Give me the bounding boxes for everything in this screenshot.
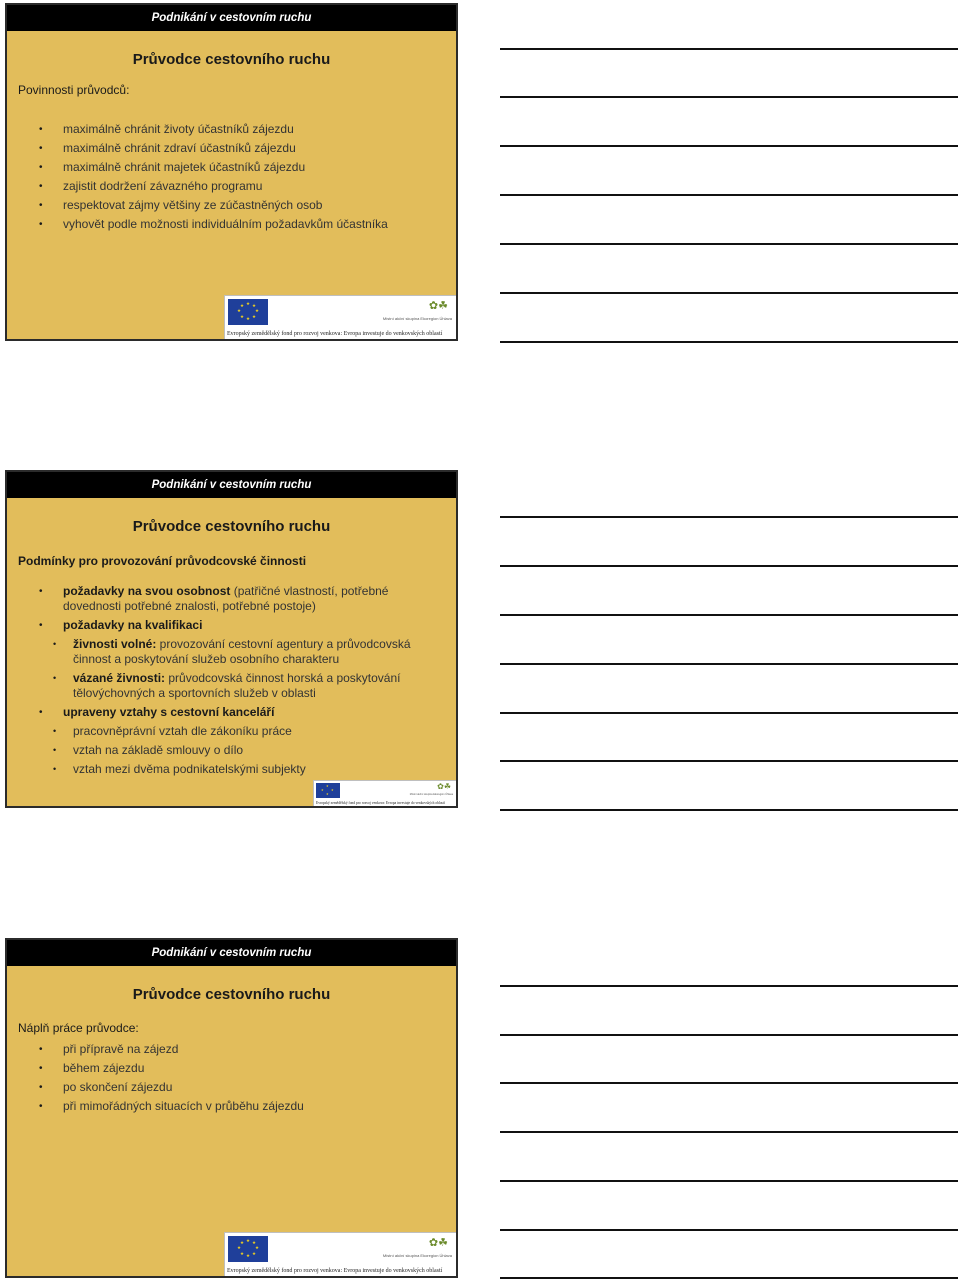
list-item: • pracovněprávní vztah dle zákoníku práce bbox=[35, 724, 446, 739]
bullet-list bbox=[35, 584, 446, 781]
list-item: • při přípravě na zájezd bbox=[35, 1040, 446, 1059]
slide-header bbox=[7, 5, 456, 31]
eu-flag-icon: ★ ★ ★ ★ bbox=[316, 783, 340, 798]
note-line bbox=[500, 1229, 958, 1231]
footer-caption: Evropský zemědělský fond pro rozvoj venkova: Evropa investuje do venkovských oblastí bbox=[316, 801, 445, 805]
leader-logo-icon: ✿☘ bbox=[437, 782, 451, 791]
list-item: • upraveny vztahy s cestovní kanceláří bbox=[35, 705, 446, 720]
bullet-list bbox=[35, 120, 446, 234]
note-line bbox=[500, 985, 958, 987]
note-line bbox=[500, 614, 958, 616]
list-item: • vyhovět podle možnosti individuálním požadavkům účastníka bbox=[35, 215, 446, 234]
slide-2 bbox=[5, 470, 458, 808]
slide-title: Průvodce cestovního ruchu bbox=[132, 51, 331, 68]
list-item: • při mimořádných situacích v průběhu zájezdu bbox=[35, 1097, 446, 1116]
note-line bbox=[500, 194, 958, 196]
list-item: • maximálně chránit majetek účastníků zájezdu bbox=[35, 158, 446, 177]
slide-header-text: Podnikání v cestovním ruchu bbox=[151, 12, 312, 24]
note-line bbox=[500, 1082, 958, 1084]
slide-1 bbox=[5, 3, 458, 341]
list-item: • maximálně chránit životy účastníků zájezdu bbox=[35, 120, 446, 139]
list-item: • požadavky na svou osobnost (patřičné vlastností, potřebné dovednosti potřebné znalosti, potřebné postoje) bbox=[35, 584, 446, 614]
footer-logo-strip bbox=[224, 295, 456, 339]
slide-subtitle: Podmínky pro provozování průvodcovské činnosti bbox=[18, 554, 307, 568]
note-line bbox=[500, 292, 958, 294]
leader-logo-text: Místní akční skupina Ekoregion Úhlava bbox=[409, 793, 453, 796]
list-item: • živnosti volné: provozování cestovní agentury a průvodcovská činnost a poskytování služeb osobního charakteru bbox=[35, 637, 446, 667]
footer-caption: Evropský zemědělský fond pro rozvoj venkova: Evropa investuje do venkovských oblastí bbox=[227, 331, 443, 337]
list-item: • během zájezdu bbox=[35, 1059, 446, 1078]
slide-subtitle: Náplň práce průvodce: bbox=[18, 1021, 139, 1035]
bullet-list bbox=[35, 1040, 446, 1116]
note-line bbox=[500, 243, 958, 245]
slide-subtitle: Povinnosti průvodců: bbox=[18, 83, 130, 97]
note-line bbox=[500, 96, 958, 98]
note-line bbox=[500, 760, 958, 762]
slide-title: Průvodce cestovního ruchu bbox=[132, 518, 331, 535]
slide-3 bbox=[5, 938, 458, 1278]
list-item: • vztah mezi dvěma podnikatelskými subjekty bbox=[35, 762, 446, 777]
note-line bbox=[500, 712, 958, 714]
list-item: • vztah na základě smlouvy o dílo bbox=[35, 743, 446, 758]
leader-logo-text: Místní akční skupina Ekoregion Úhlava bbox=[382, 316, 452, 321]
note-line bbox=[500, 663, 958, 665]
footer-logo-strip bbox=[224, 1232, 456, 1276]
list-item: • požadavky na kvalifikaci bbox=[35, 618, 446, 633]
list-item: • po skončení zájezdu bbox=[35, 1078, 446, 1097]
list-item: • zajistit dodržení závazného programu bbox=[35, 177, 446, 196]
leader-logo-icon: ✿☘ bbox=[428, 1237, 448, 1249]
leader-logo-icon: ✿☘ bbox=[428, 300, 448, 312]
footer-caption: Evropský zemědělský fond pro rozvoj venkova: Evropa investuje do venkovských oblastí bbox=[227, 1268, 443, 1274]
footer-logo-strip bbox=[313, 780, 456, 806]
note-line bbox=[500, 1277, 958, 1279]
note-line bbox=[500, 516, 958, 518]
note-line bbox=[500, 48, 958, 50]
note-line bbox=[500, 1034, 958, 1036]
note-line bbox=[500, 1180, 958, 1182]
slide-header bbox=[7, 940, 456, 966]
note-line bbox=[500, 809, 958, 811]
eu-flag-icon: ★ ★ ★ ★ ★ ★ ★ ★ bbox=[228, 299, 268, 325]
leader-logo-text: Místní akční skupina Ekoregion Úhlava bbox=[382, 1253, 452, 1258]
note-line bbox=[500, 341, 958, 343]
eu-flag-icon: ★ ★ ★ ★ ★ ★ ★ ★ bbox=[228, 1236, 268, 1262]
list-item: • maximálně chránit zdraví účastníků zájezdu bbox=[35, 139, 446, 158]
slide-header-text: Podnikání v cestovním ruchu bbox=[151, 479, 312, 491]
note-line bbox=[500, 565, 958, 567]
slide-title: Průvodce cestovního ruchu bbox=[132, 986, 331, 1003]
slide-header-text: Podnikání v cestovním ruchu bbox=[151, 947, 312, 959]
slide-header bbox=[7, 472, 456, 498]
list-item: • respektovat zájmy většiny ze zúčastněných osob bbox=[35, 196, 446, 215]
list-item: • vázané živnosti: průvodcovská činnost horská a poskytování tělovýchovných a sportovních služeb v oblasti bbox=[35, 671, 446, 701]
note-line bbox=[500, 1131, 958, 1133]
note-line bbox=[500, 145, 958, 147]
